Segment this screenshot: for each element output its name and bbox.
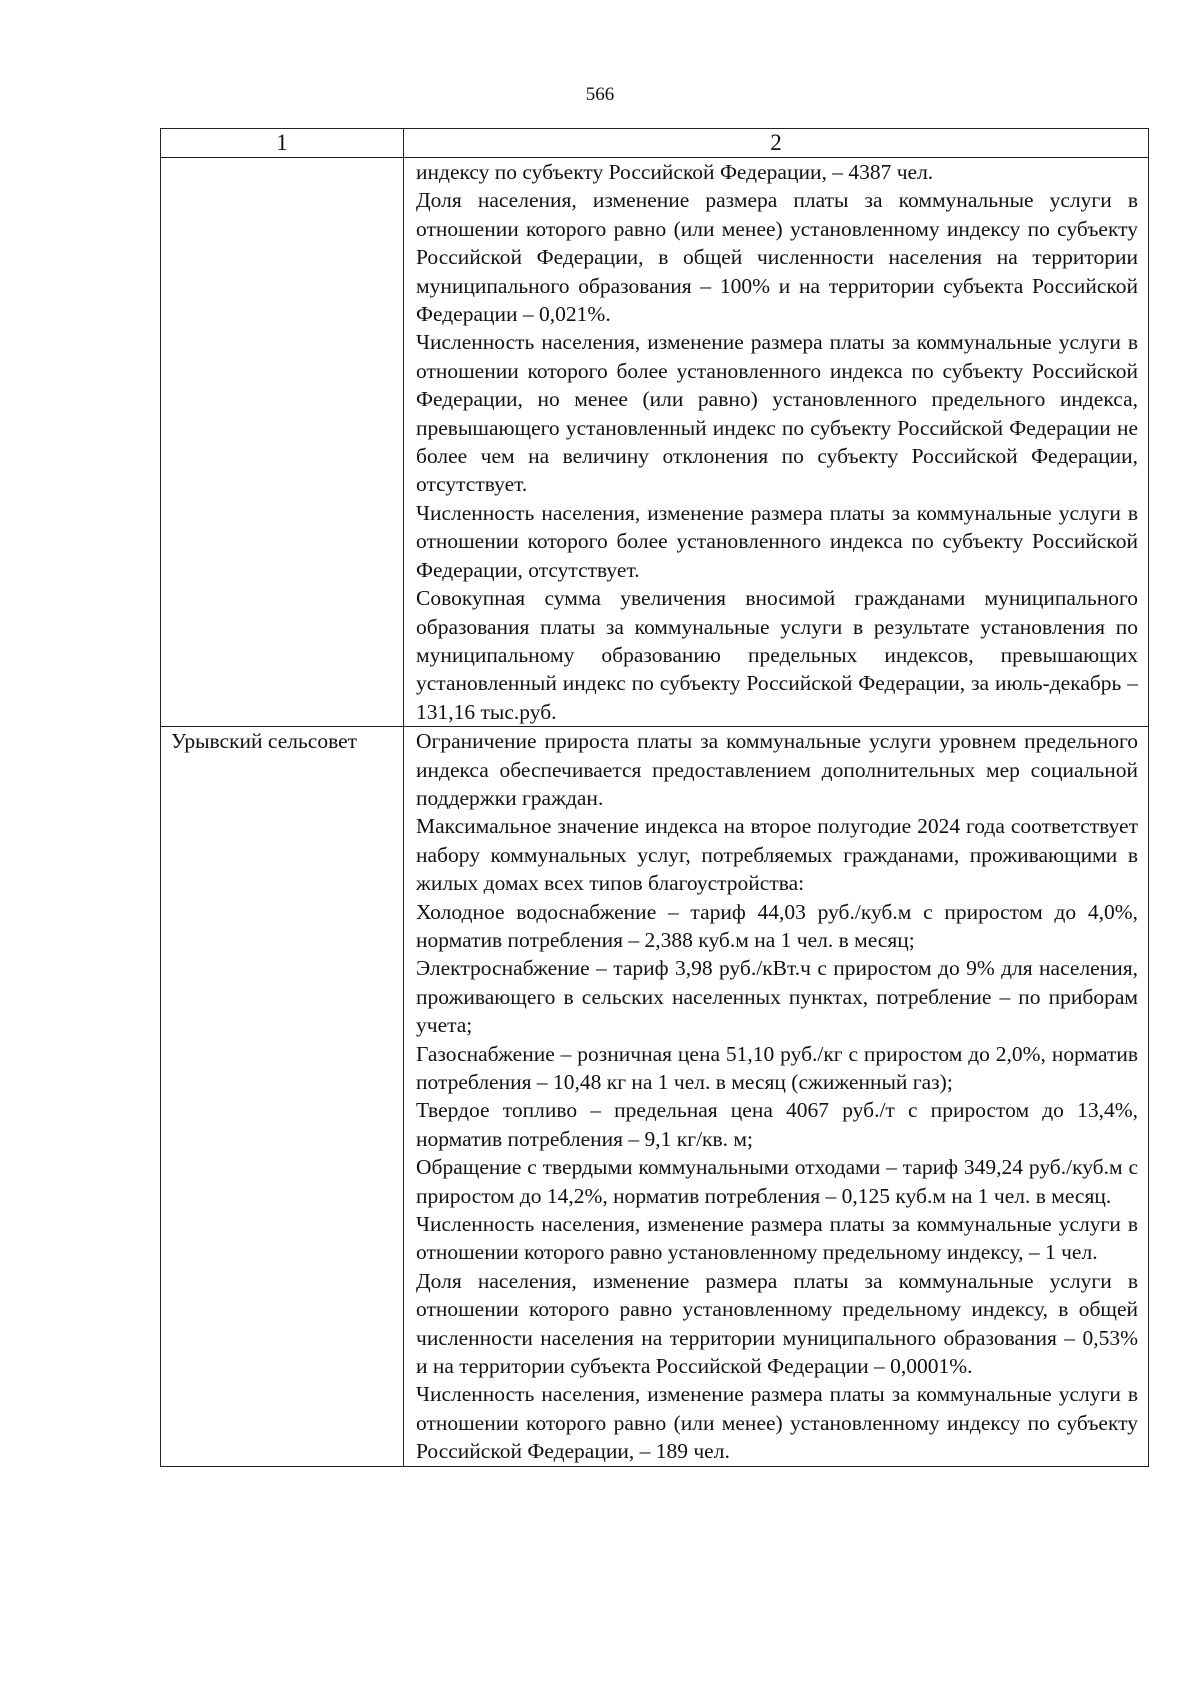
document-table [160,128,1149,1467]
paragraph: Доля населения, изменение размера платы за коммунальные услуги в отношении которого равно установленному предельному индексу, в общей численности населения на территории муниципального образования – 0,53% и на территории субъекта Российской Федерации – 0,0001%. [416,1268,1138,1379]
paragraph: Численность населения, изменение размера платы за коммунальные услуги в отношении которого равно установленному предельному индексу, – 1 чел. [416,1212,1138,1265]
paragraph: Максимальное значение индекса на второе полугодие 2024 года соответствует набору коммунальных услуг, потребляемых гражданами, проживающими в жилых домах всех типов благоустройства: [416,814,1138,896]
paragraph: Численность населения, изменение размера платы за коммунальные услуги в отношении которого более установленного индекса по субъекту Российской Федерации, но менее (или равно) установленного предельного индекса, превышающего установленный индекс по субъекту Российской Федерации не более чем на величину отклонения по субъекту Российской Федерации, отсутствует. [416,330,1138,497]
paragraph: Электроснабжение – тариф 3,98 руб./кВт.ч с приростом до 9% для населения, проживающего в сельских населенных пунктах, потребление – по приборам учета; [416,956,1138,1038]
table-row [161,727,1149,1467]
content-cell [404,727,1149,1467]
column-header-1: 1 [161,129,404,158]
paragraph: Твердое топливо – предельная цена 4067 руб./т с приростом до 13,4%, норматив потребления – 9,1 кг/кв. м; [416,1098,1138,1151]
paragraph: Холодное водоснабжение – тариф 44,03 руб./куб.м с приростом до 4,0%, норматив потребления – 2,388 куб.м на 1 чел. в месяц; [416,899,1138,952]
page-number: 566 [585,84,615,105]
table-header-row [161,129,1149,158]
paragraph: Численность населения, изменение размера платы за коммунальные услуги в отношении которого более установленного индекса по субъекту Российской Федерации, отсутствует. [416,500,1138,582]
paragraph: Численность населения, изменение размера платы за коммунальные услуги в отношении которого равно (или менее) установленному индексу по субъекту Российской Федерации, – 189 чел. [416,1382,1138,1464]
paragraph: Доля населения, изменение размера платы за коммунальные услуги в отношении которого равно (или менее) установленному индексу по субъекту Российской Федерации, в общей численности населения на территории муниципального образования – 100% и на территории субъекта Российской Федерации – 0,021%. [416,188,1138,327]
table-row [161,158,1149,727]
region-cell: Урывский сельсовет [161,727,404,1467]
paragraph: Совокупная сумма увеличения вносимой гражданами муниципального образования платы за коммунальные услуги в результате установления по муниципальному образованию предельных индексов, превышающих установленный индекс по субъекту Российской Федерации, за июль-декабрь – 131,16 тыс.руб. [416,586,1138,724]
content-cell [404,158,1149,727]
paragraph: Газоснабжение – розничная цена 51,10 руб./кг с приростом до 2,0%, норматив потребления – 10,48 кг на 1 чел. в месяц (сжиженный газ); [416,1041,1138,1094]
paragraph: индексу по субъекту Российской Федерации, – 4387 чел. [416,160,934,184]
column-header-2: 2 [404,129,1149,158]
paragraph: Обращение с твердыми коммунальными отходами – тариф 349,24 руб./куб.м с приростом до 14,2%, норматив потребления – 0,125 куб.м на 1 чел. в месяц. [416,1155,1138,1208]
paragraph: Ограничение прироста платы за коммунальные услуги уровнем предельного индекса обеспечивается предоставлением дополнительных мер социальной поддержки граждан. [416,729,1138,810]
region-cell [161,158,404,727]
